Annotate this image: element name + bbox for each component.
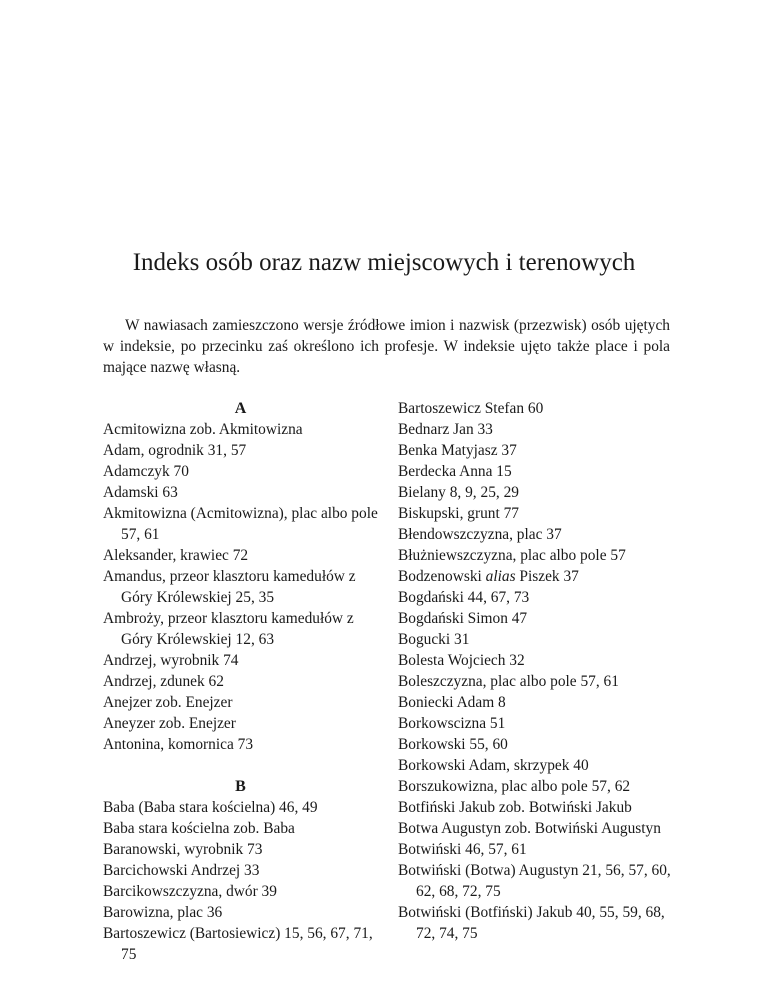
index-entry: Bielany 8, 9, 25, 29 <box>398 484 519 501</box>
index-entry: Bartoszewicz (Bartosiewicz) 15, 56, 67, 71, 75 <box>103 925 373 963</box>
index-entry: Botwiński (Botfiński) Jakub 40, 55, 59, 68, 72, 74, 75 <box>398 904 665 942</box>
intro-text: W nawiasach zamieszczono wersje źródłowe imion i nazwisk (przezwisk) osób ujętych w indeksie, po przecinku zaś określono ich profesje. W indeksie ujęto także place i pola mające nazwę własną. <box>103 317 670 376</box>
index-entry: Błużniewszczyzna, plac albo pole 57 <box>398 547 626 564</box>
index-entry: Aleksander, krawiec 72 <box>103 547 249 564</box>
index-entry: Botfiński Jakub zob. Botwiński Jakub <box>398 799 632 816</box>
index-entry: Bolesta Wojciech 32 <box>398 652 525 669</box>
section-b-entries-left <box>103 797 378 965</box>
entry-text: Piszek 37 <box>515 568 579 585</box>
index-entry: Botwiński (Botwa) Augustyn 21, 56, 57, 60, 62, 68, 72, 75 <box>398 862 671 900</box>
index-entry: Aneyzer zob. Enejzer <box>103 715 236 732</box>
index-entry: Baba (Baba stara kościelna) 46, 49 <box>103 799 318 816</box>
index-entry: Botwiński 46, 57, 61 <box>398 841 527 858</box>
index-entry: Borkowski 55, 60 <box>398 736 508 753</box>
index-entry: Amandus, przeor klasztoru kamedułów z Góry Królewskiej 25, 35 <box>103 568 356 606</box>
page-title: Indeks osób oraz nazw miejscowych i terenowych <box>132 249 636 276</box>
intro-paragraph <box>103 315 670 378</box>
index-entry: Benka Matyjasz 37 <box>398 442 517 459</box>
index-entry: Borkowski Adam, skrzypek 40 <box>398 757 589 774</box>
index-entry: Acmitowizna zob. Akmitowizna <box>103 421 303 438</box>
index-entry: Biskupski, grunt 77 <box>398 505 519 522</box>
index-column-left <box>103 398 378 965</box>
section-letter-a: A <box>234 400 247 417</box>
index-entry: Adam, ogrodnik 31, 57 <box>103 442 247 459</box>
index-entry: Bogdański Simon 47 <box>398 610 528 627</box>
section-letter-b: B <box>235 778 246 795</box>
index-entry: Baba stara kościelna zob. Baba <box>103 820 295 837</box>
index-entry: Boniecki Adam 8 <box>398 694 506 711</box>
index-entry: Bartoszewicz Stefan 60 <box>398 400 544 417</box>
entry-text: Bodzenowski <box>398 568 486 585</box>
index-entry: Boleszczyzna, plac albo pole 57, 61 <box>398 673 619 690</box>
index-entry: Andrzej, zdunek 62 <box>103 673 224 690</box>
index-entry: Bednarz Jan 33 <box>398 421 493 438</box>
index-entry: Barcikowszczyzna, dwór 39 <box>103 883 277 900</box>
index-entry: Bogucki 31 <box>398 631 470 648</box>
index-entry: Barowizna, plac 36 <box>103 904 223 921</box>
index-entry: Borkowscizna 51 <box>398 715 506 732</box>
index-entry: Berdecka Anna 15 <box>398 463 512 480</box>
index-entry: Barcichowski Andrzej 33 <box>103 862 260 879</box>
section-a-entries <box>103 419 378 755</box>
index-entry-bodzenowski <box>398 566 676 587</box>
index-entry: Andrzej, wyrobnik 74 <box>103 652 239 669</box>
index-entry: Bogdański 44, 67, 73 <box>398 589 530 606</box>
index-column-right <box>398 398 676 944</box>
index-entry: Adamczyk 70 <box>103 463 189 480</box>
index-entry: Anejzer zob. Enejzer <box>103 694 233 711</box>
index-entry: Adamski 63 <box>103 484 178 501</box>
index-entry: Antonina, komornica 73 <box>103 736 254 753</box>
index-entry: Botwa Augustyn zob. Botwiński Augustyn <box>398 820 661 837</box>
entry-alias-italic: alias <box>485 568 516 585</box>
index-entry: Baranowski, wyrobnik 73 <box>103 841 263 858</box>
index-entry: Błendowszczyzna, plac 37 <box>398 526 562 543</box>
index-entry: Ambroży, przeor klasztoru kamedułów z Góry Królewskiej 12, 63 <box>103 610 354 648</box>
index-entry: Borszukowizna, plac albo pole 57, 62 <box>398 778 631 795</box>
index-entry: Akmitowizna (Acmitowizna), plac albo pole 57, 61 <box>103 505 378 543</box>
